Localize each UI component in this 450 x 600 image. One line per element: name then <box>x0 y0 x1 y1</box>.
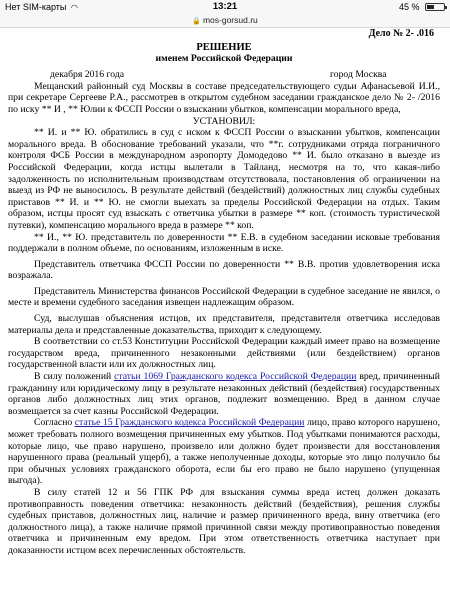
clock: 13:21 <box>212 1 238 12</box>
article-15-post: лицо, право которого нарушено, может требовать полного возмещения причиненных ему убытков. Под убытками понимаются расходы, которые лицо, чье право нарушено, произвело или должно будет произвести для восстановления нарушенного права (реальный ущерб), а также неполученные доходы, которые это лицо получило бы при обычных условиях гражданского оборота, если бы его право не было нарушено (упущенная выгода). <box>8 417 440 487</box>
status-bar <box>0 0 450 14</box>
decision-date: декабря 2016 года <box>50 68 125 80</box>
lock-icon: 🔒 <box>192 18 201 25</box>
paragraph-gpk-articles: В силу статей 12 и 56 ГПК РФ для взыскания суммы вреда истец должен доказать противоправность поведения ответчика: незаконность действий (бездействия), решения службы судебных приставов, должностных лиц, наличие и размер причиненного вреда, вину ответчика (его должностного лица), а также наличие прямой причинной связи между противоправностью поведения ответчика и причиненным ему вредом. При этом ответственность ответчика наступает при доказанности истцом всех перечисленных обстоятельств. <box>8 486 440 556</box>
paragraph-defendant-position: Представитель ответчика ФССП России по доверенности ** В.В. против удовлетворения иска возражала. <box>8 258 440 282</box>
paragraph-article-1069 <box>8 371 440 417</box>
address-bar[interactable] <box>0 14 450 28</box>
paragraph-ministry-absent: Представитель Министерства финансов Российской Федерации в судебное заседание не явился, о месте и времени судебного заседания извещен надлежащим образом. <box>8 285 440 309</box>
article-1069-pre: В силу положений <box>34 371 115 383</box>
article-1069-post: вред, причиненный гражданину или юридическому лицу в результате незаконных действий (бездействия) государственных органов либо должностных лиц этих органов, подлежит возмещению. Вред в данном случае возмещается за счет казны Российской Федерации. <box>8 371 440 417</box>
decision-city: город Москва <box>330 68 387 80</box>
article-1069-link[interactable]: статьи 1069 Гражданского кодекса Российской Федерации <box>114 371 357 383</box>
document-subtitle: именем Российской Федерации <box>155 53 293 65</box>
document-title: РЕШЕНИЕ <box>196 41 252 53</box>
paragraph-constitution: В соответствии со ст.53 Конституции Российской Федерации каждый имеет право на возмещение государством вреда, причиненного незаконными действиями (или бездействием) органов государственной власти или их должностных лиц. <box>8 336 440 371</box>
battery-indicator <box>399 2 445 12</box>
battery-percent: 45 % <box>398 2 420 12</box>
wifi-icon: ◠ <box>70 3 78 12</box>
article-15-pre: Согласно <box>34 417 75 429</box>
battery-icon <box>425 3 445 11</box>
url-text: mos-gorsud.ru <box>202 15 258 25</box>
intro-paragraph: Мещанский районный суд Москвы в составе председательствующего судьи Афанасьевой И.И., при секретаре Сергееве Р.А., рассмотрев в открытом судебном заседании гражданское дело № 2- /2016 по иску ** И , ** Юлии к ФССП России о взыскании убытков, компенсации морального вреда, <box>8 80 440 115</box>
date-line <box>8 69 440 81</box>
paragraph-plaintiffs-position: ** И., ** Ю. представитель по доверенности ** Е.В. в судебном заседании исковые требования поддержали в полном объеме, по основаниям, изложенным в иске. <box>8 231 440 255</box>
paragraph-court-findings: Суд, выслушав объяснения истцов, их представителя, представителя ответчика исследовав материалы дела и представленные доказательства, приходит к следующему. <box>8 313 440 336</box>
paragraph-article-15 <box>8 417 440 487</box>
paragraph-claim: ** И. и ** Ю. обратились в суд с иском к ФССП России о взыскании убытков, компенсации морального вреда. В обоснование требований указали, что **г. сотрудниками отряда пограничного контроля ФСБ России в международном аэропорту Домодедово ** И. было отказано в выезде из Российской Федерации, когда истцы вылетали в Тайланд, несмотря на то, что какая-либо задолженность по исполнительным производствам отсутствовала, постановления об ограничении на выезд из РФ не выносилось. В результате действий (бездействий) должностных лиц службы судебных приставов ** И. и ** Ю. не смогли выехать за пределы Российской Федерации на отдых. Таким образом, истцы просят суд взыскать с ответчика убытки в размере ** коп. (стоимость туристической путевки), компенсацию морального вреда в размере ** коп. <box>8 127 440 231</box>
case-number: Дело № 2- .016 <box>368 28 434 39</box>
section-heading-ustanovil: УСТАНОВИЛ: <box>192 115 256 127</box>
carrier-label: Нет SIM-карты <box>5 2 67 12</box>
court-decision-document <box>8 28 440 557</box>
article-15-link[interactable]: статье 15 Гражданского кодекса Российской Федерации <box>74 417 305 429</box>
